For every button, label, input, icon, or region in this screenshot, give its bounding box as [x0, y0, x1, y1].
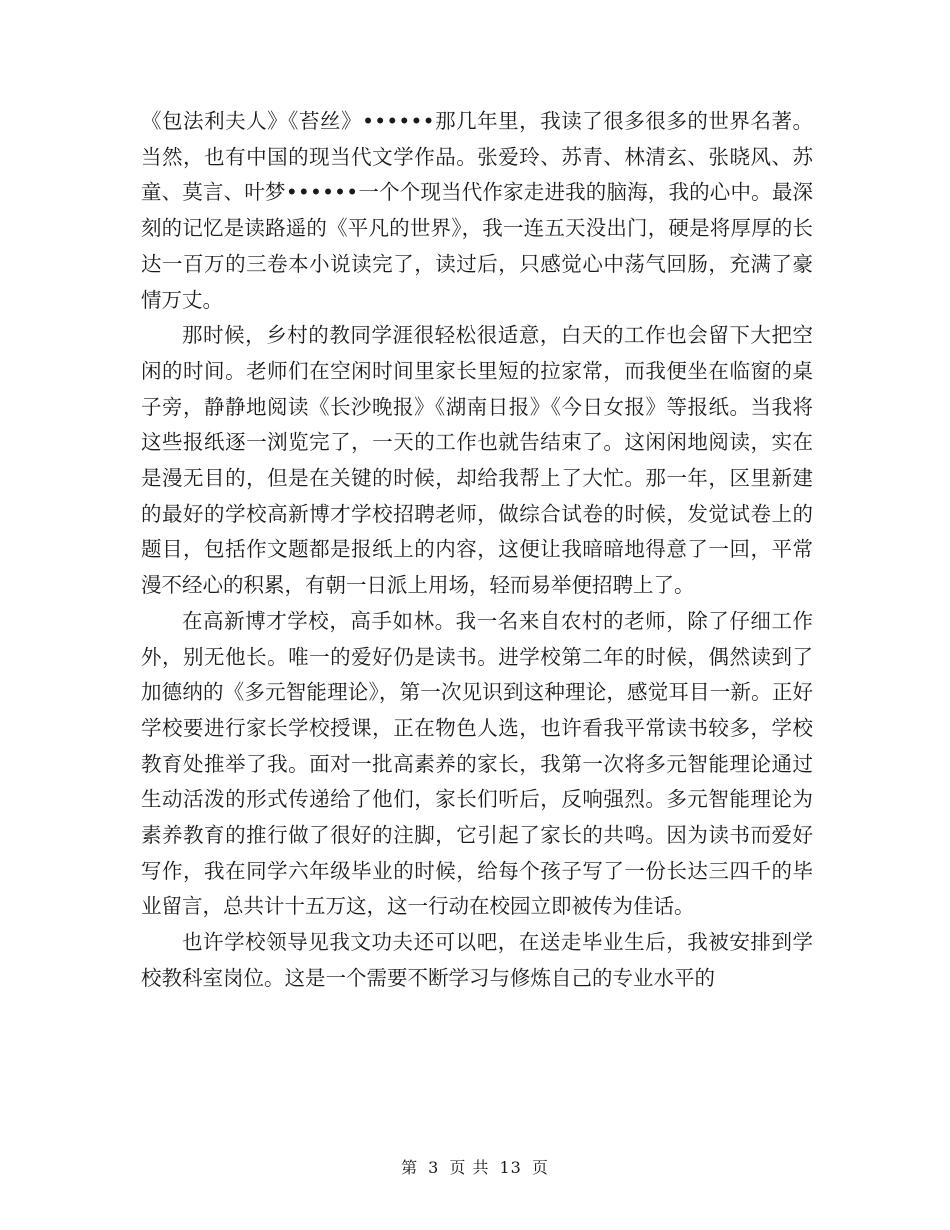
page-number-footer — [0, 1155, 950, 1178]
paragraph-2: 那时候，乡村的教同学涯很轻松很适意，白天的工作也会留下大把空闲的时间。老师们在空闲时间里家长里短的拉家常，而我便坐在临窗的桌子旁，静静地阅读《长沙晚报》《湖南日报》《今日女报》等报纸。当我将这些报纸逐一浏览完了，一天的工作也就告结束了。这闲闲地阅读，实在是漫无目的，但是在关键的时候，却给我帮上了大忙。那一年，区里新建的最好的学校高新博才学校招聘老师，做综合试卷的时候，发觉试卷上的题目，包括作文题都是报纸上的内容，这便让我暗暗地得意了一回，平常漫不经心的积累，有朝一日派上用场，轻而易举便招聘上了。 — [141, 323, 813, 598]
footer-total-pages: 13 — [499, 1158, 522, 1177]
footer-middle: 页 共 — [449, 1158, 490, 1177]
footer-suffix: 页 — [531, 1158, 549, 1177]
paragraph-1: 《包法利夫人》《苔丝》••••••那几年里，我读了很多很多的世界名著。当然，也有中国的现当代文学作品。张爱玲、苏青、林清玄、张晓风、苏童、莫言、叶梦••••••一个个现当代作家走进我的脑海，我的心中。最深刻的记忆是读路遥的《平凡的世界》，我一连五天没出门，硬是将厚厚的长达一百万的三卷本小说读完了，读过后，只感觉心中荡气回肠，充满了豪情万丈。 — [141, 109, 813, 312]
footer-current-page: 3 — [428, 1158, 440, 1177]
footer-prefix: 第 — [401, 1158, 419, 1177]
paragraph-3: 在高新博才学校，高手如林。我一名来自农村的老师，除了仔细工作外，别无他长。唯一的爱好仍是读书。进学校第二年的时候，偶然读到了加德纳的《多元智能理论》，第一次见识到这种理论，感觉耳目一新。正好学校要进行家长学校授课，正在物色人选，也许看我平常读书较多，学校教育处推举了我。面对一批高素养的家长，我第一次将多元智能理论通过生动活泼的形式传递给了他们，家长们听后，反响强烈。多元智能理论为素养教育的推行做了很好的注脚，它引起了家长的共鸣。因为读书而爱好写作，我在同学六年级毕业的时候，给每个孩子写了一份长达三四千的毕业留言，总共计十五万这，这一行动在校园立即被传为佳话。 — [141, 608, 813, 919]
paragraph-4: 也许学校领导见我文功夫还可以吧，在送走毕业生后，我被安排到学校教科室岗位。这是一个需要不断学习与修炼自己的专业水平的 — [141, 930, 813, 990]
document-body — [141, 104, 813, 997]
